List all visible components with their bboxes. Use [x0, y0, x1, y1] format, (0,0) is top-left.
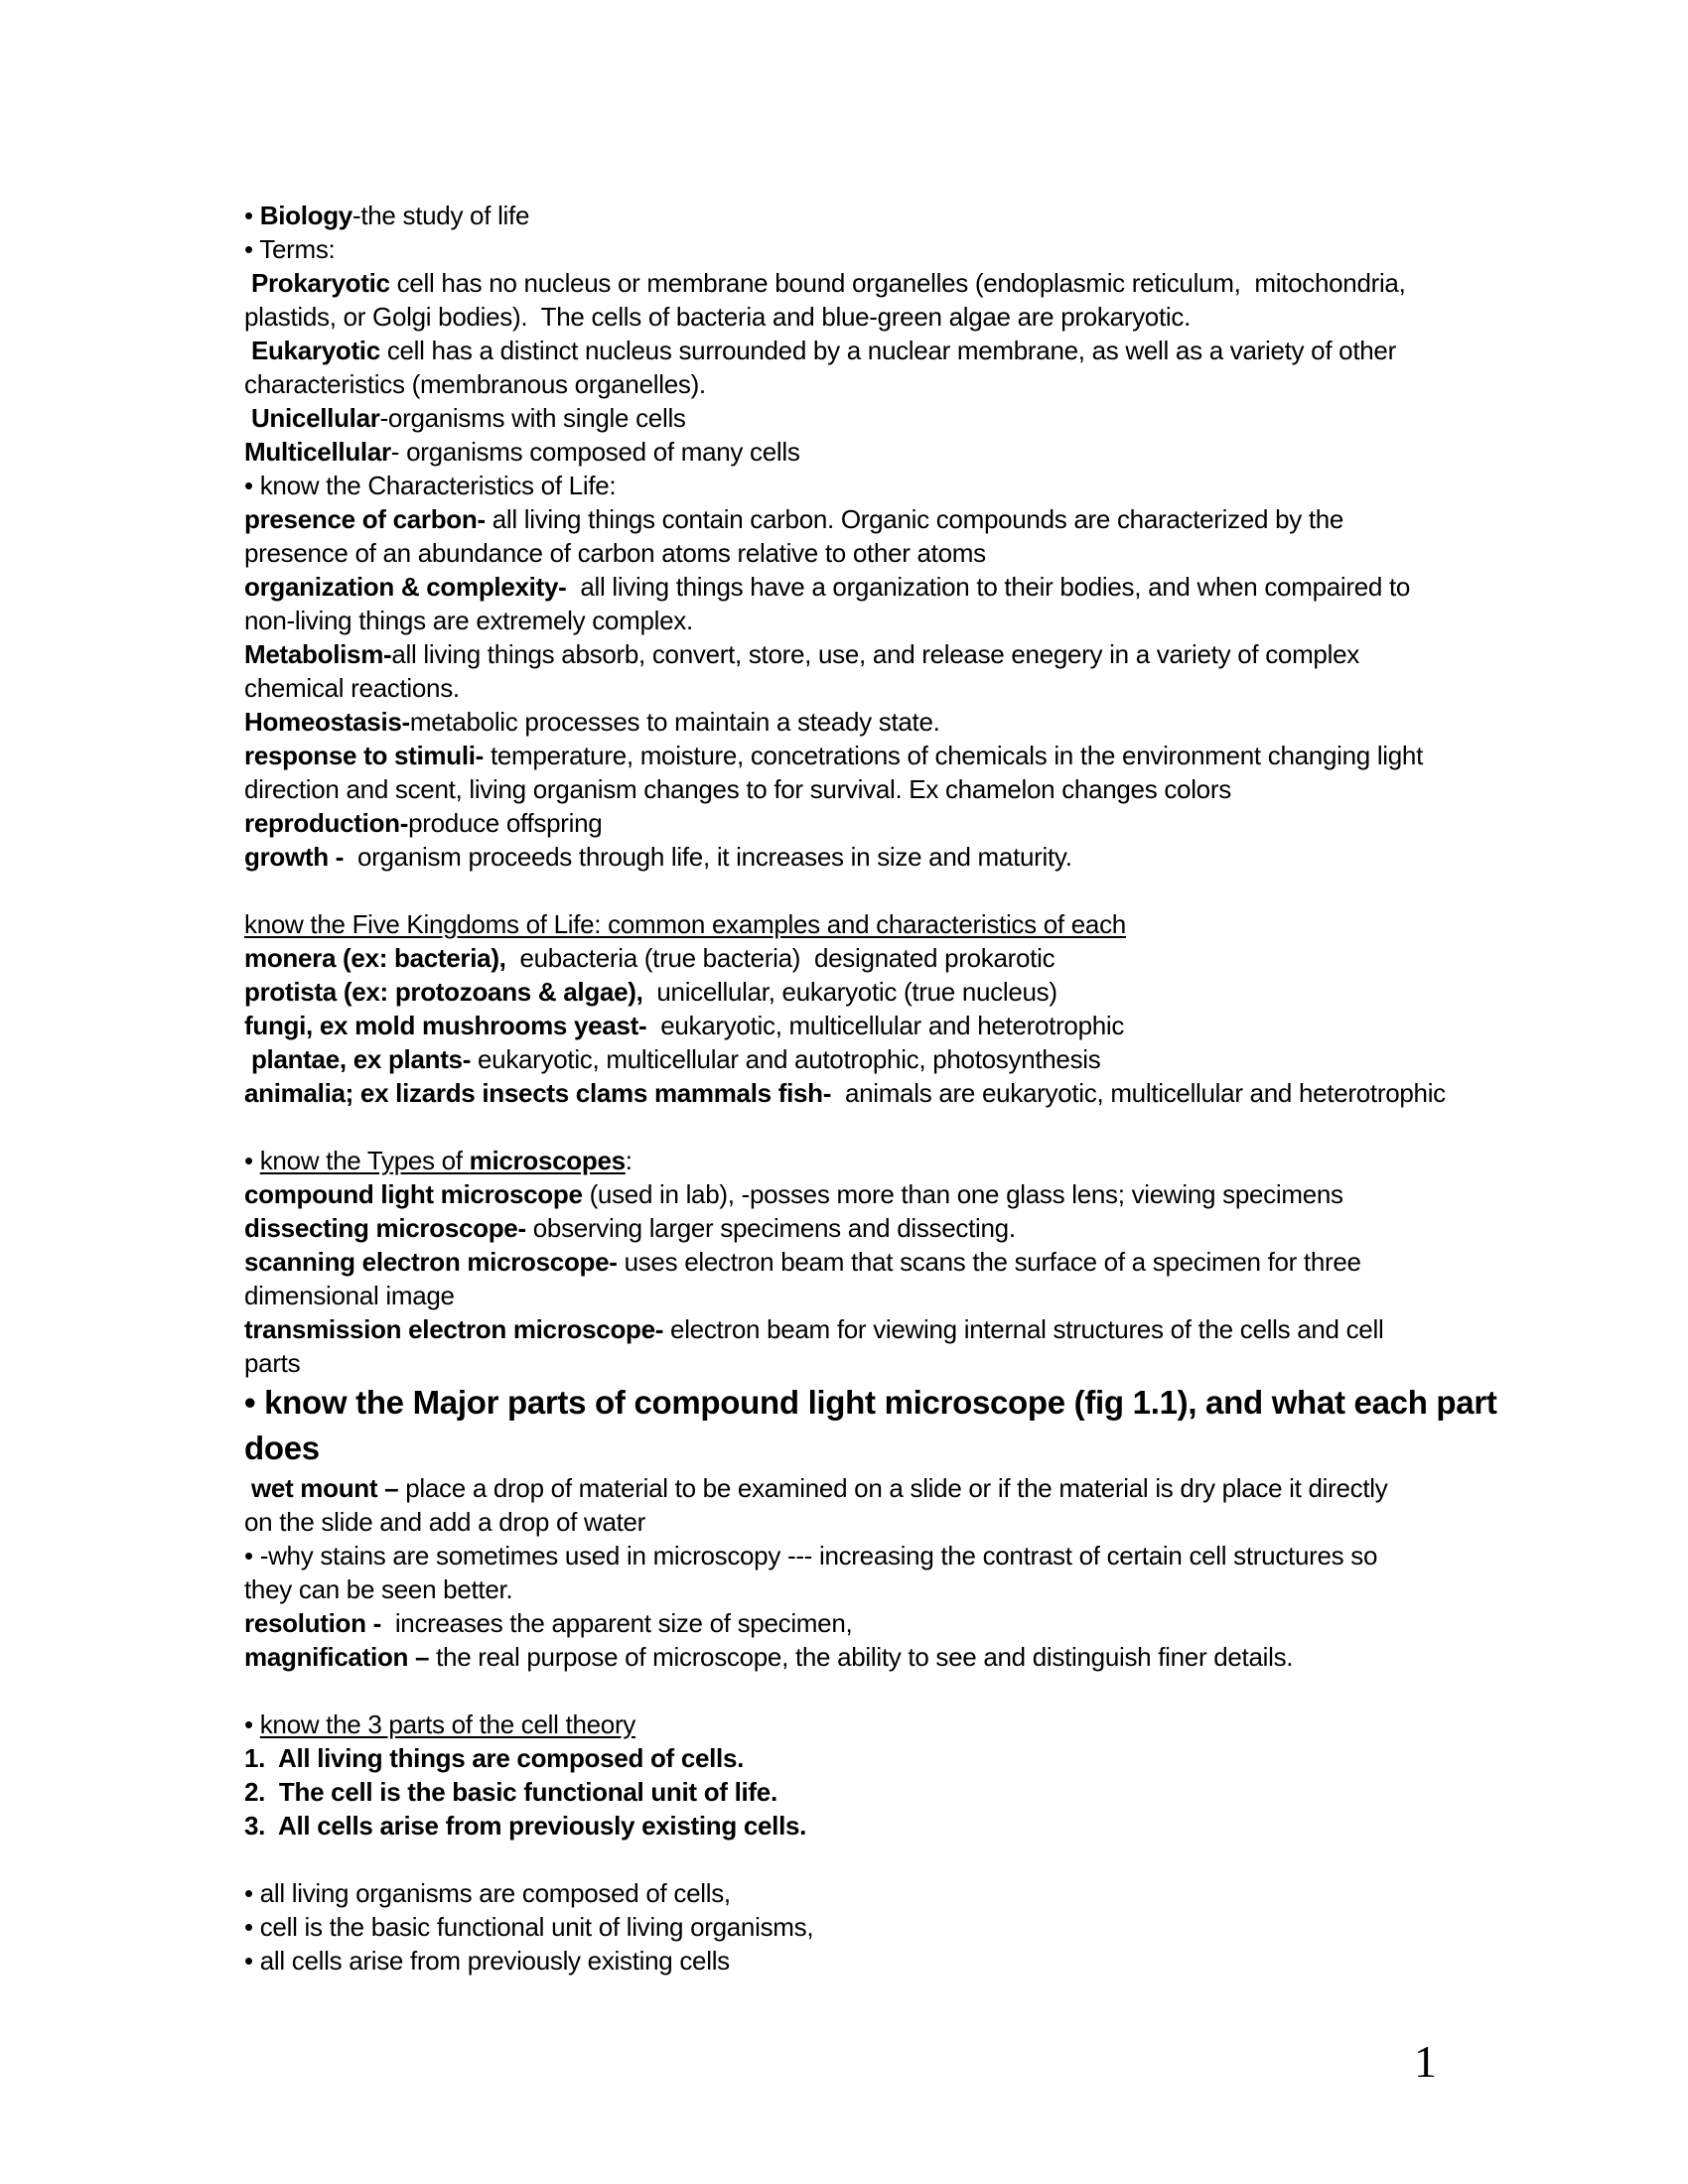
text-line — [244, 739, 1565, 772]
text-run: know the Types of — [259, 1146, 470, 1175]
text-run: dissecting microscope- — [244, 1213, 526, 1243]
text-line — [244, 1076, 1565, 1110]
text-run: • Terms: — [244, 234, 336, 264]
text-run: response to stimuli- — [244, 741, 485, 770]
text-run: cell has a distinct nucleus surrounded by a nuclear membrane, as well as a variety of other — [379, 336, 1396, 365]
text-line — [244, 840, 1565, 874]
text-run: Eukaryotic — [250, 336, 380, 365]
text-run: - organisms composed of many cells — [390, 437, 800, 467]
text-line — [244, 1741, 1565, 1775]
text-line — [244, 1009, 1565, 1042]
blank-line — [244, 1843, 1565, 1876]
text-run: plantae, ex plants- — [250, 1044, 472, 1074]
text-run — [244, 1044, 251, 1074]
text-line — [244, 975, 1565, 1009]
text-run: know the Five Kingdoms of Life: common examples and characteristics of each — [244, 909, 1126, 939]
text-run: chemical reactions. — [244, 673, 460, 703]
text-run — [244, 268, 251, 298]
text-line — [244, 1539, 1565, 1572]
text-run: 1. All living things are composed of cells. — [244, 1743, 745, 1773]
text-line — [244, 1606, 1565, 1640]
text-run: all living things absorb, convert, store, use, and release enegery in a variety of complex — [391, 639, 1359, 669]
text-line — [244, 907, 1565, 941]
text-run: compound light microscope — [244, 1179, 583, 1209]
text-line — [244, 1471, 1565, 1505]
text-run: • -why stains are sometimes used in microscopy --- increasing the contrast of certain cell structures so — [244, 1541, 1378, 1570]
text-run: eukaryotic, multicellular and heterotrophic — [646, 1011, 1125, 1040]
text-line — [244, 367, 1565, 401]
text-line — [244, 1245, 1565, 1279]
text-line — [244, 772, 1565, 806]
text-run: does — [244, 1430, 320, 1466]
text-line — [244, 1346, 1565, 1380]
text-run: know the 3 parts of the cell theory — [259, 1709, 636, 1739]
text-run: place a drop of material to be examined on a slide or if the material is dry place it directly — [398, 1473, 1388, 1503]
text-run: transmission electron microscope- — [244, 1314, 664, 1344]
text-line — [244, 1144, 1565, 1177]
text-run: plastids, or Golgi bodies). The cells of bacteria and blue-green algae are prokaryotic. — [244, 302, 1191, 332]
text-run: : — [625, 1146, 633, 1175]
text-run — [244, 336, 251, 365]
text-run: dimensional image — [244, 1281, 455, 1310]
text-line — [244, 1380, 1565, 1426]
text-run: presence of carbon- — [244, 504, 486, 534]
text-line — [244, 1177, 1565, 1211]
text-line — [244, 536, 1565, 570]
text-run: Metabolism- — [244, 639, 392, 669]
text-line — [244, 1910, 1565, 1944]
text-line — [244, 671, 1565, 705]
text-run: 2. The cell is the basic functional unit of life. — [244, 1777, 777, 1807]
text-run: all living things have a organization to their bodies, and when compaired to — [566, 572, 1411, 602]
blank-line — [244, 1110, 1565, 1144]
text-line — [244, 637, 1565, 671]
text-line — [244, 1211, 1565, 1245]
text-line — [244, 502, 1565, 536]
text-line — [244, 1775, 1565, 1809]
text-run: observing larger specimens and dissecting. — [525, 1213, 1016, 1243]
text-line — [244, 1707, 1565, 1741]
text-line — [244, 266, 1565, 300]
text-run: non-living things are extremely complex. — [244, 606, 693, 635]
text-run: reproduction- — [244, 808, 409, 838]
text-run: Unicellular — [250, 403, 380, 433]
text-line — [244, 806, 1565, 840]
text-run: • know the Major parts of compound light microscope (fig 1.1), and what each part — [244, 1384, 1497, 1421]
text-run — [244, 403, 251, 433]
text-run: Homeostasis- — [244, 707, 410, 737]
text-run: protista (ex: protozoans & algae), — [244, 977, 643, 1007]
text-run: magnification – — [244, 1642, 430, 1672]
text-run: growth - — [244, 842, 352, 872]
text-run: microscopes — [469, 1146, 626, 1175]
text-line — [244, 1312, 1565, 1346]
text-run: eukaryotic, multicellular and autotrophic, photosynthesis — [471, 1044, 1101, 1074]
page-number: 1 — [1414, 2036, 1437, 2087]
text-run: fungi, ex mold mushrooms yeast- — [244, 1011, 647, 1040]
text-run: Prokaryotic — [250, 268, 390, 298]
text-run: resolution - — [244, 1608, 388, 1638]
text-run: Biology — [259, 201, 352, 230]
text-run: 3. All cells arise from previously existing cells. — [244, 1811, 807, 1841]
text-line — [244, 705, 1565, 739]
text-line — [244, 469, 1565, 502]
text-run: cell has no nucleus or membrane bound organelles (endoplasmic reticulum, mitochondria, — [389, 268, 1406, 298]
text-line — [244, 1426, 1565, 1471]
text-run: • — [244, 201, 260, 230]
text-line — [244, 300, 1565, 334]
text-run: parts — [244, 1348, 301, 1378]
text-line — [244, 570, 1565, 604]
text-run: metabolic processes to maintain a steady state. — [409, 707, 940, 737]
text-line — [244, 199, 1565, 232]
text-run: characteristics (membranous organelles). — [244, 369, 706, 399]
text-run: • all living organisms are composed of cells, — [244, 1878, 731, 1908]
blank-line — [244, 1674, 1565, 1707]
text-run: • — [244, 1709, 260, 1739]
text-run: organization & complexity- — [244, 572, 567, 602]
blank-line — [244, 874, 1565, 907]
text-line — [244, 401, 1565, 435]
text-run: monera (ex: bacteria), — [244, 943, 506, 973]
text-line — [244, 1279, 1565, 1312]
text-line — [244, 1876, 1565, 1910]
text-run: (used in lab), -posses more than one glass lens; viewing specimens — [582, 1179, 1343, 1209]
text-run: unicellular, eukaryotic (true nucleus) — [642, 977, 1057, 1007]
text-line — [244, 232, 1565, 266]
text-line — [244, 1944, 1565, 1978]
text-run: presence of an abundance of carbon atoms relative to other atoms — [244, 538, 986, 568]
text-run: • cell is the basic functional unit of living organisms, — [244, 1912, 814, 1942]
text-run: on the slide and add a drop of water — [244, 1507, 646, 1537]
text-line — [244, 334, 1565, 367]
text-run: • — [244, 1146, 260, 1175]
text-run: produce offspring — [408, 808, 603, 838]
text-run — [244, 1473, 251, 1503]
text-run: animalia; ex lizards insects clams mammals fish- — [244, 1078, 832, 1108]
text-run: Multicellular — [244, 437, 391, 467]
text-run: electron beam for viewing internal structures of the cells and cell — [663, 1314, 1384, 1344]
text-line — [244, 1505, 1565, 1539]
text-run: they can be seen better. — [244, 1574, 513, 1604]
text-line — [244, 1572, 1565, 1606]
text-run: all living things contain carbon. Organic compounds are characterized by the — [485, 504, 1344, 534]
text-run: temperature, moisture, concetrations of chemicals in the environment changing light — [484, 741, 1424, 770]
text-run: increases the apparent size of specimen, — [387, 1608, 853, 1638]
text-run: animals are eukaryotic, multicellular and heterotrophic — [831, 1078, 1446, 1108]
text-run: • all cells arise from previously existing cells — [244, 1946, 730, 1976]
text-run: -the study of life — [352, 201, 530, 230]
text-run: uses electron beam that scans the surface of a specimen for three — [617, 1247, 1361, 1277]
text-run: • know the Characteristics of Life: — [244, 471, 617, 500]
text-run: eubacteria (true bacteria) designated prokarotic — [505, 943, 1055, 973]
text-run: wet mount – — [250, 1473, 399, 1503]
text-run: scanning electron microscope- — [244, 1247, 618, 1277]
text-line — [244, 1640, 1565, 1674]
document-content — [244, 199, 1565, 1978]
text-line — [244, 1042, 1565, 1076]
text-line — [244, 435, 1565, 469]
text-run: the real purpose of microscope, the ability to see and distinguish finer details. — [429, 1642, 1294, 1672]
text-run: -organisms with single cells — [379, 403, 686, 433]
text-run: direction and scent, living organism changes to for survival. Ex chamelon changes colors — [244, 774, 1231, 804]
text-run: organism proceeds through life, it increases in size and maturity. — [351, 842, 1072, 872]
text-line — [244, 604, 1565, 637]
text-line — [244, 941, 1565, 975]
text-line — [244, 1809, 1565, 1843]
